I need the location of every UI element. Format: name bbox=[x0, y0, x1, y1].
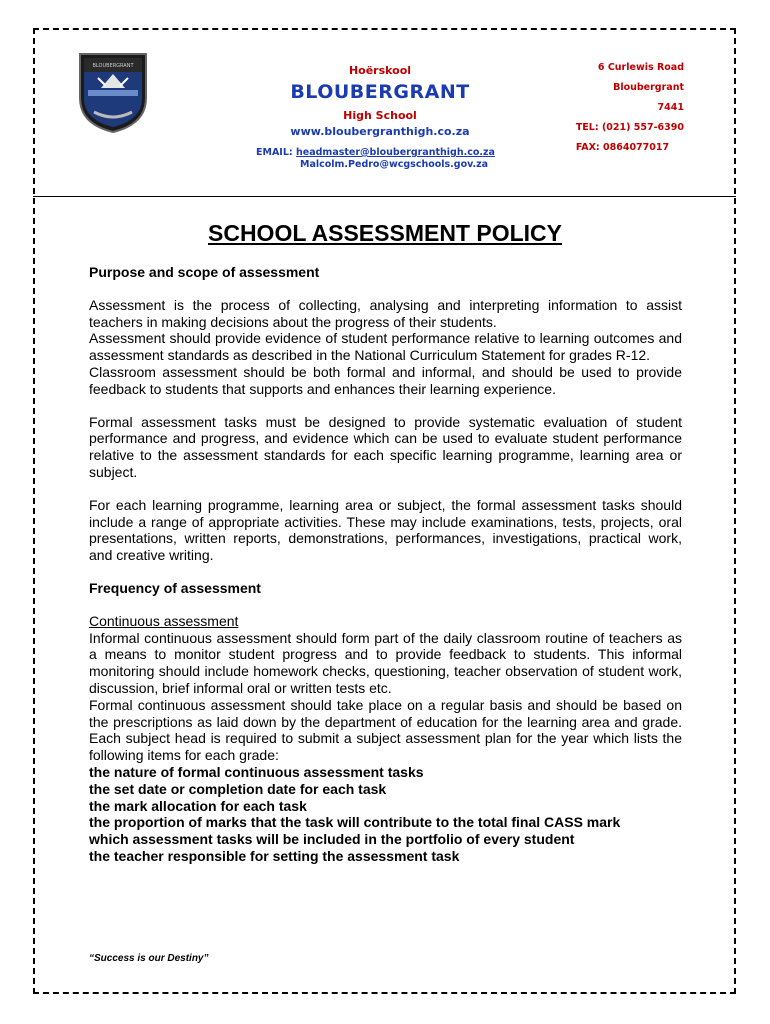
fax: FAX: 0864077017 bbox=[575, 142, 670, 153]
list-item: the proportion of marks that the task will contribute to the total final CASS mark bbox=[89, 814, 621, 831]
school-subtitle: High School bbox=[343, 109, 417, 122]
email-label: EMAIL: bbox=[256, 147, 293, 158]
school-website[interactable]: www.bloubergranthigh.co.za bbox=[290, 125, 470, 138]
school-crest-logo bbox=[78, 50, 148, 134]
section-heading-purpose: Purpose and scope of assessment bbox=[89, 264, 320, 280]
school-name: BLOUBERGRANT bbox=[290, 81, 470, 103]
telephone: TEL: (021) 557-6390 bbox=[575, 122, 684, 133]
postal-code: 7441 bbox=[657, 102, 684, 113]
list-item: the nature of formal continuous assessment tasks bbox=[89, 763, 424, 780]
footer-motto: “Success is our Destiny” bbox=[89, 953, 209, 964]
paragraph-5: For each learning programme, learning area or subject, the formal assessment tasks should include a range of appropriate activities. These may include examinations, tests, projects, oral presentations, written reports, demonstrations, performances, investigations, practical work, and creative writing. bbox=[89, 496, 682, 564]
email-headmaster-link[interactable]: headmaster@bloubergranthigh.co.za bbox=[296, 147, 495, 158]
svg-text:BLOUBERGRANT: BLOUBERGRANT bbox=[92, 63, 134, 69]
header-divider bbox=[33, 196, 736, 197]
paragraph-1: Assessment is the process of collecting, analysing and interpreting information to assist teachers in making decisions about the progress of their students. bbox=[89, 296, 682, 330]
list-item: which assessment tasks will be included in the portfolio of every student bbox=[89, 831, 575, 848]
list-item: the set date or completion date for each task bbox=[89, 780, 387, 797]
document-body bbox=[89, 264, 682, 865]
list-item: the mark allocation for each task bbox=[89, 797, 307, 814]
school-header bbox=[250, 64, 510, 138]
paragraph-6: Informal continuous assessment should form part of the daily classroom routine of teachers as a means to monitor student progress and to provide feedback to students. This informal monitoring should include homework checks, questioning, teacher observation of student work, discussion, brief informal oral or written tests etc. bbox=[89, 629, 682, 696]
section-heading-frequency: Frequency of assessment bbox=[89, 579, 261, 596]
paragraph-4: Formal assessment tasks must be designed to provide systematic evaluation of student performance and progress, and evidence which can be used to evaluate student performance relative to the assessment standards for each specific learning programme, learning area or subject. bbox=[89, 413, 682, 480]
list-item: the teacher responsible for setting the assessment task bbox=[89, 847, 460, 864]
subheading-continuous: Continuous assessment bbox=[89, 612, 239, 629]
paragraph-7: Formal continuous assessment should take place on a regular basis and should be based on the prescriptions as laid down by the department of education for the learning area and grade. Each subject head is required to submit a subject assessment plan for the year which lists the following items for each grade: bbox=[89, 696, 682, 764]
school-afrikaans-label: Hoërskool bbox=[348, 64, 412, 77]
contact-block bbox=[576, 58, 684, 158]
email-block bbox=[256, 147, 495, 171]
paragraph-3: Classroom assessment should be both formal and informal, and should be used to provide feedback to students that supports and enhances their learning experience. bbox=[89, 363, 682, 397]
address-line2: Bloubergrant bbox=[613, 82, 684, 93]
address-line1: 6 Curlewis Road bbox=[597, 62, 684, 73]
paragraph-2: Assessment should provide evidence of student performance relative to learning outcomes and assessment standards as described in the National Curriculum Statement for grades R-12. bbox=[89, 330, 682, 364]
document-title: SCHOOL ASSESSMENT POLICY bbox=[208, 220, 562, 246]
email-secondary: Malcolm.Pedro@wcgschools.gov.za bbox=[300, 159, 489, 170]
